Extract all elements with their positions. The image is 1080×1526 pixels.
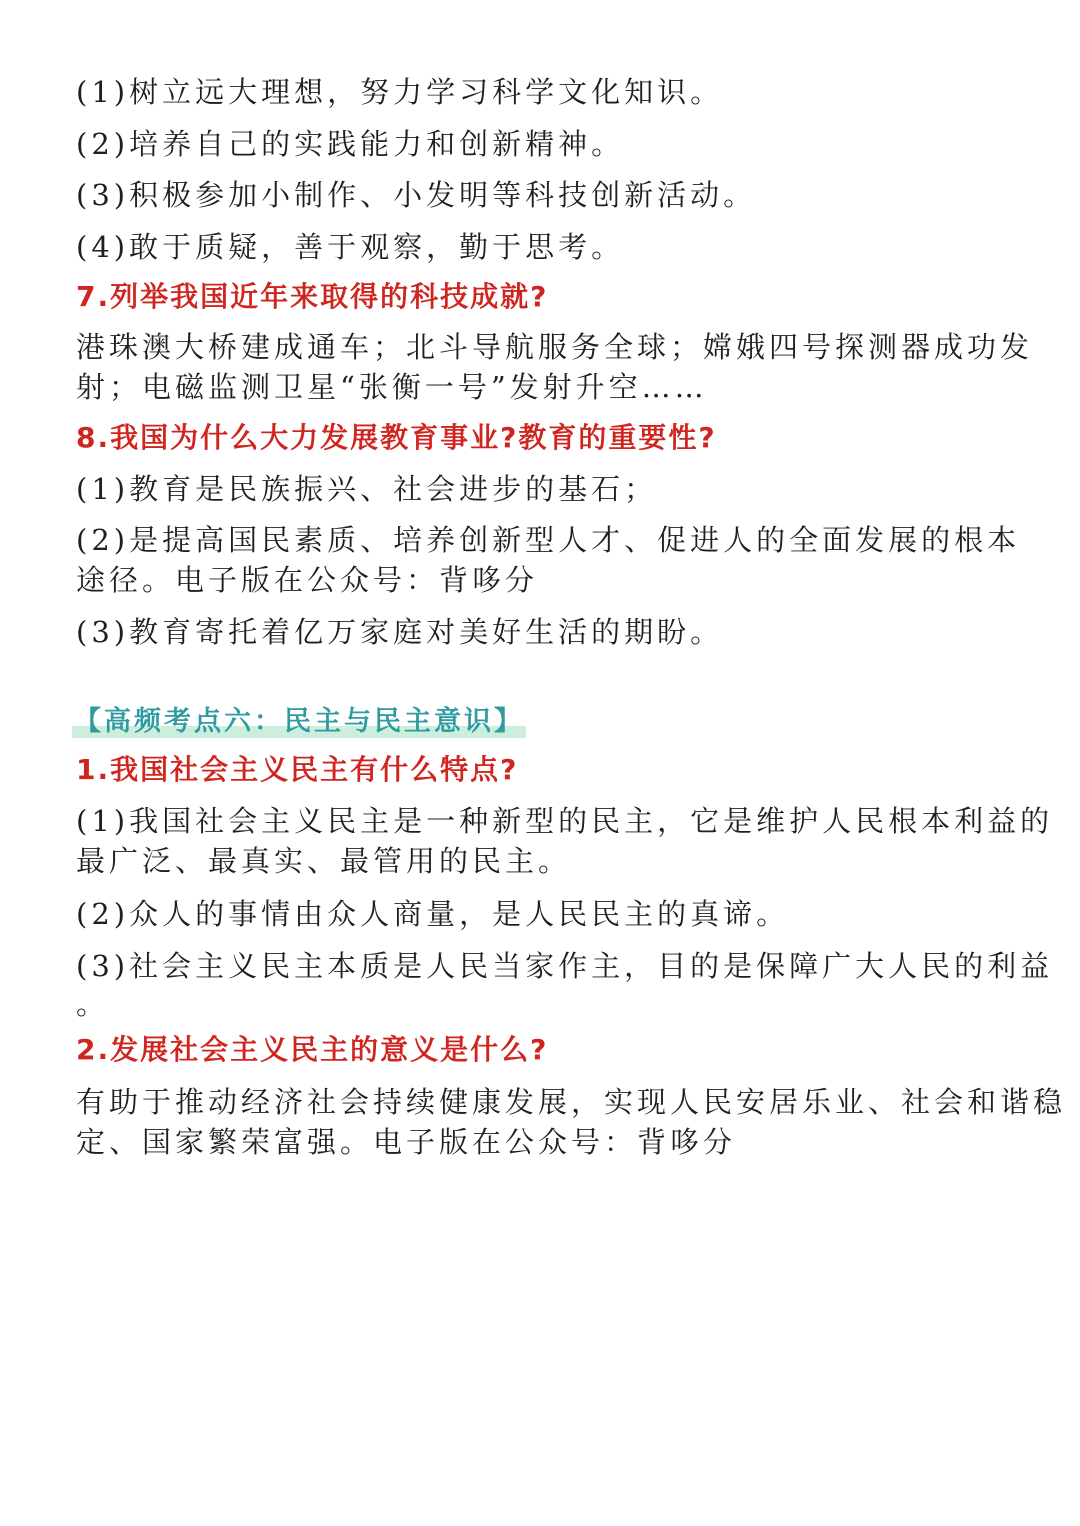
answer-line: 。 — [76, 987, 106, 1021]
answer-line: (2)众人的事情由众人商量，是人民民主的真谛。 — [76, 897, 790, 931]
answer-line: 港珠澳大桥建成通车；北斗导航服务全球；嫦娥四号探测器成功发 — [76, 330, 1034, 364]
answer-line: 定、国家繁荣富强。电子版在公众号：背哆分 — [76, 1125, 737, 1159]
list-item: (2)培养自己的实践能力和创新精神。 — [76, 127, 625, 161]
answer-line: (1)教育是民族振兴、社会进步的基石； — [76, 472, 658, 506]
answer-line: (2)是提高国民素质、培养创新型人才、促进人的全面发展的根本 — [76, 523, 1021, 557]
question-7-title: 7.列举我国近年来取得的科技成就? — [76, 280, 549, 313]
answer-line: (3)社会主义民主本质是人民当家作主，目的是保障广大人民的利益 — [76, 949, 1054, 983]
answer-line: 途径。电子版在公众号：背哆分 — [76, 563, 539, 597]
answer-paragraph — [76, 520, 1021, 600]
document-page — [74, 68, 1067, 1162]
answer-line: (3)教育寄托着亿万家庭对美好生活的期盼。 — [76, 615, 724, 649]
section-heading: 【高频考点六：民主与民主意识】 — [72, 702, 526, 742]
answer-line: (1)我国社会主义民主是一种新型的民主，它是维护人民根本利益的 — [76, 804, 1054, 838]
section-question-2-title: 2.发展社会主义民主的意义是什么? — [76, 1033, 549, 1066]
list-item: (1)树立远大理想，努力学习科学文化知识。 — [76, 75, 724, 109]
section-heading-wrapper — [72, 702, 1016, 742]
answer-paragraph — [76, 1082, 1067, 1162]
list-item: (3)积极参加小制作、小发明等科技创新活动。 — [76, 178, 757, 212]
answer-paragraph — [76, 801, 1054, 881]
question-8-title: 8.我国为什么大力发展教育事业?教育的重要性? — [76, 421, 717, 454]
question-7-answer — [76, 327, 1034, 407]
section-question-1-title: 1.我国社会主义民主有什么特点? — [76, 753, 519, 786]
answer-line: 最广泛、最真实、最管用的民主。 — [76, 844, 572, 878]
list-item: (4)敢于质疑，善于观察，勤于思考。 — [76, 230, 625, 264]
answer-line: 射；电磁监测卫星“张衡一号”发射升空…… — [76, 370, 708, 404]
answer-line: 有助于推动经济社会持续健康发展，实现人民安居乐业、社会和谐稳 — [76, 1085, 1067, 1119]
